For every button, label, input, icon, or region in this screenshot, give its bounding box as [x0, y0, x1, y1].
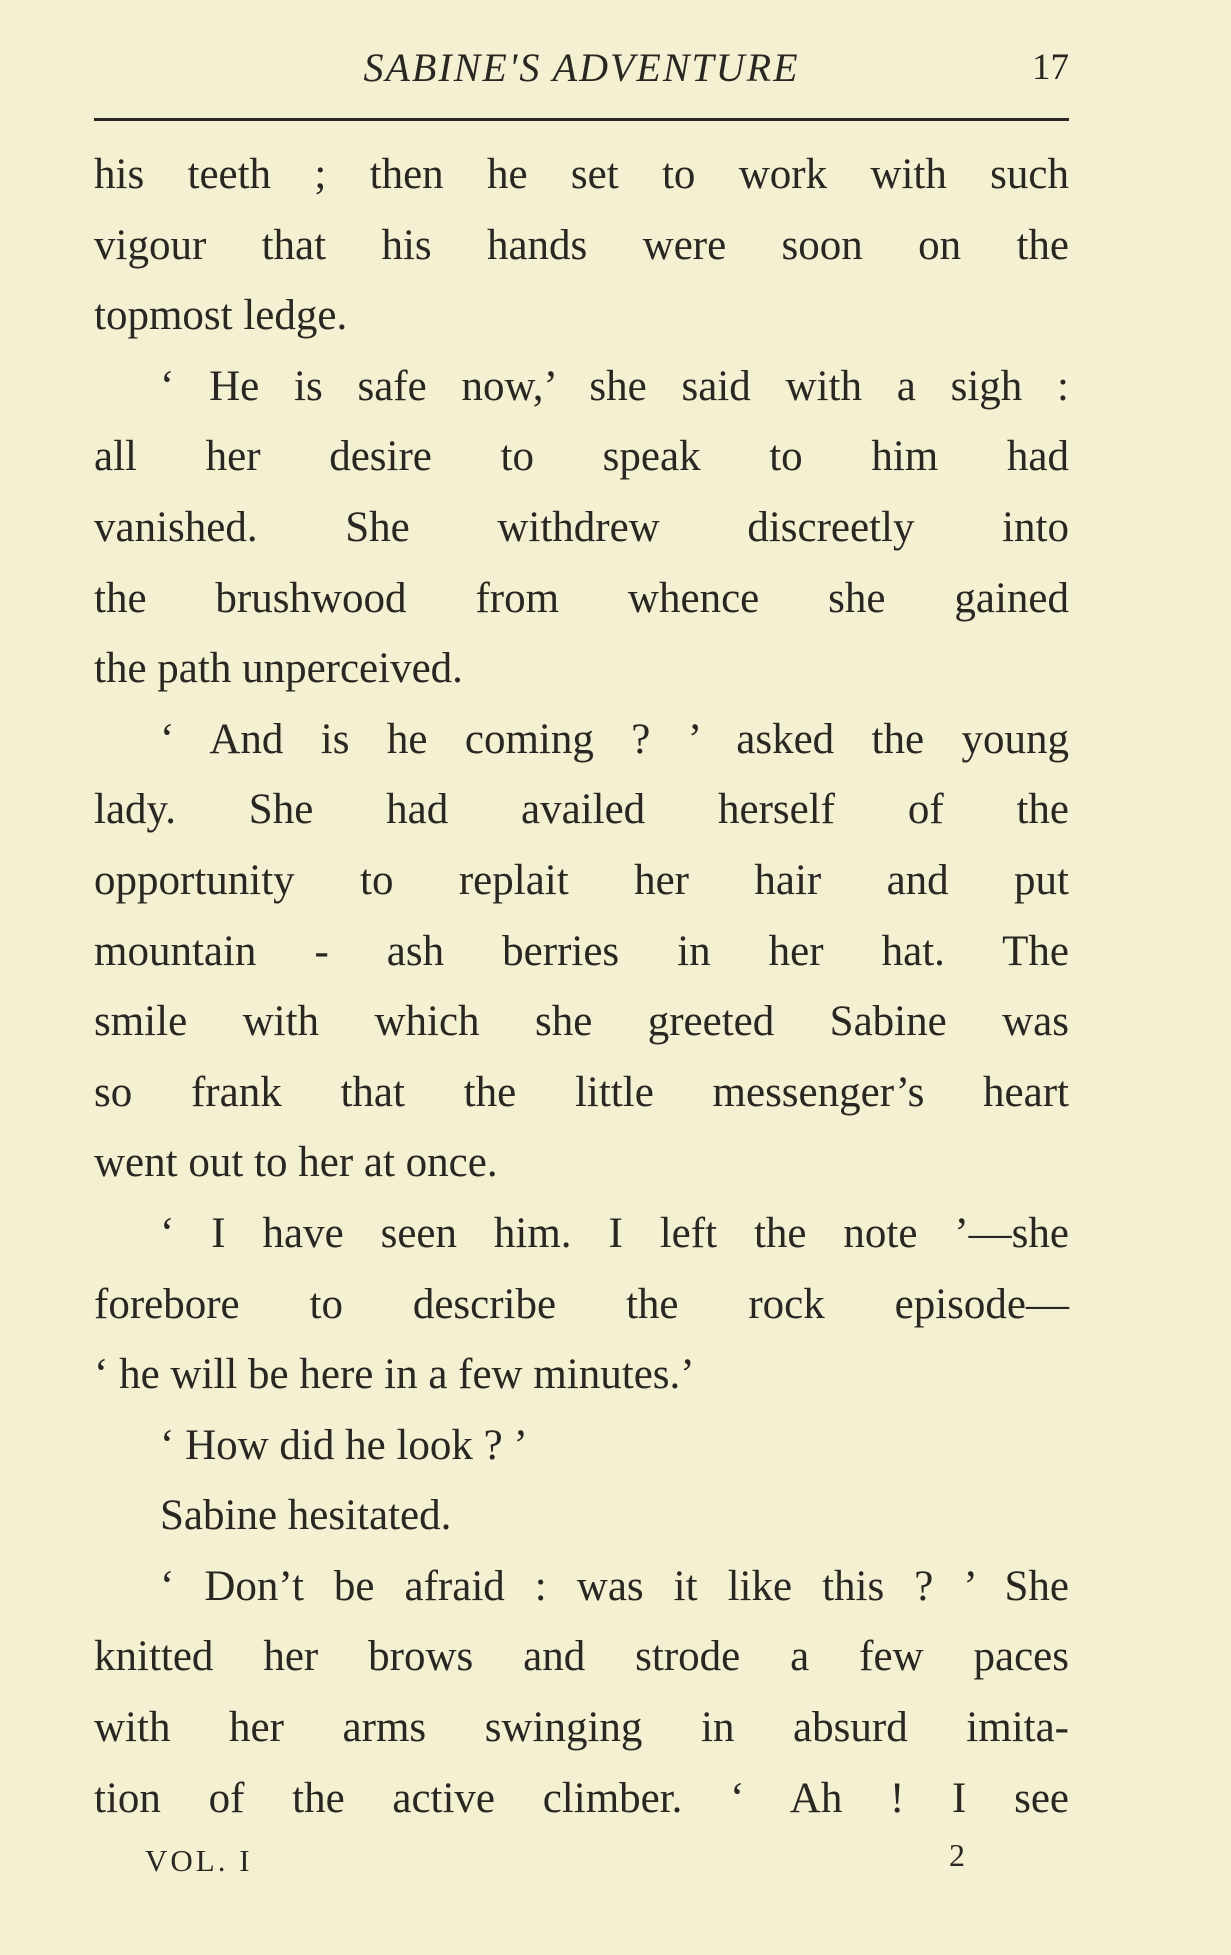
text-line: topmost ledge.	[94, 292, 348, 340]
running-title: SABINE'S ADVENTURE	[363, 45, 800, 90]
text-line: the path unperceived.	[94, 645, 463, 693]
running-header	[94, 38, 1069, 98]
text-line: ‘ And is he coming ? ’ asked the young	[160, 715, 1069, 763]
text-line: opportunity to replait her hair and put	[94, 856, 1069, 904]
text-line: went out to her at once.	[94, 1139, 498, 1187]
text-line: ‘ I have seen him. I left the note ’—she	[160, 1209, 1069, 1257]
text-line: lady. She had availed herself of the	[94, 786, 1069, 834]
text-line: the brushwood from whence she gained	[94, 574, 1069, 622]
text-line: ‘ he will be here in a few minutes.’	[94, 1351, 695, 1399]
text-line: Sabine hesitated.	[160, 1492, 452, 1540]
text-line: with her arms swinging in absurd imita-	[94, 1704, 1069, 1752]
text-line: ‘ He is safe now,’ she said with a sigh :	[160, 362, 1069, 410]
page-number: 17	[1032, 47, 1069, 88]
text-line: knitted her brows and strode a few paces	[94, 1633, 1069, 1681]
text-line: so frank that the little messenger’s heart	[94, 1068, 1069, 1116]
page-footer	[145, 1837, 965, 1893]
text-line: vanished. She withdrew discreetly into	[94, 503, 1069, 551]
volume-signature: VOL. I	[145, 1843, 253, 1878]
text-line: mountain - ash berries in her hat. The	[94, 927, 1069, 975]
body-text	[94, 140, 1069, 1834]
text-line: vigour that his hands were soon on the	[94, 221, 1069, 269]
text-line: ‘ How did he look ? ’	[160, 1421, 528, 1469]
text-line: tion of the active climber. ‘ Ah ! I see	[94, 1774, 1069, 1822]
text-line: smile with which she greeted Sabine was	[94, 998, 1069, 1046]
text-line: all her desire to speak to him had	[94, 433, 1069, 481]
text-line: his teeth ; then he set to work with such	[94, 151, 1069, 198]
gathering-signature: 2	[949, 1837, 965, 1873]
header-rule	[94, 118, 1069, 121]
text-line: forebore to describe the rock episode—	[94, 1280, 1069, 1328]
text-line: ‘ Don’t be afraid : was it like this ? ’ She	[160, 1562, 1069, 1610]
